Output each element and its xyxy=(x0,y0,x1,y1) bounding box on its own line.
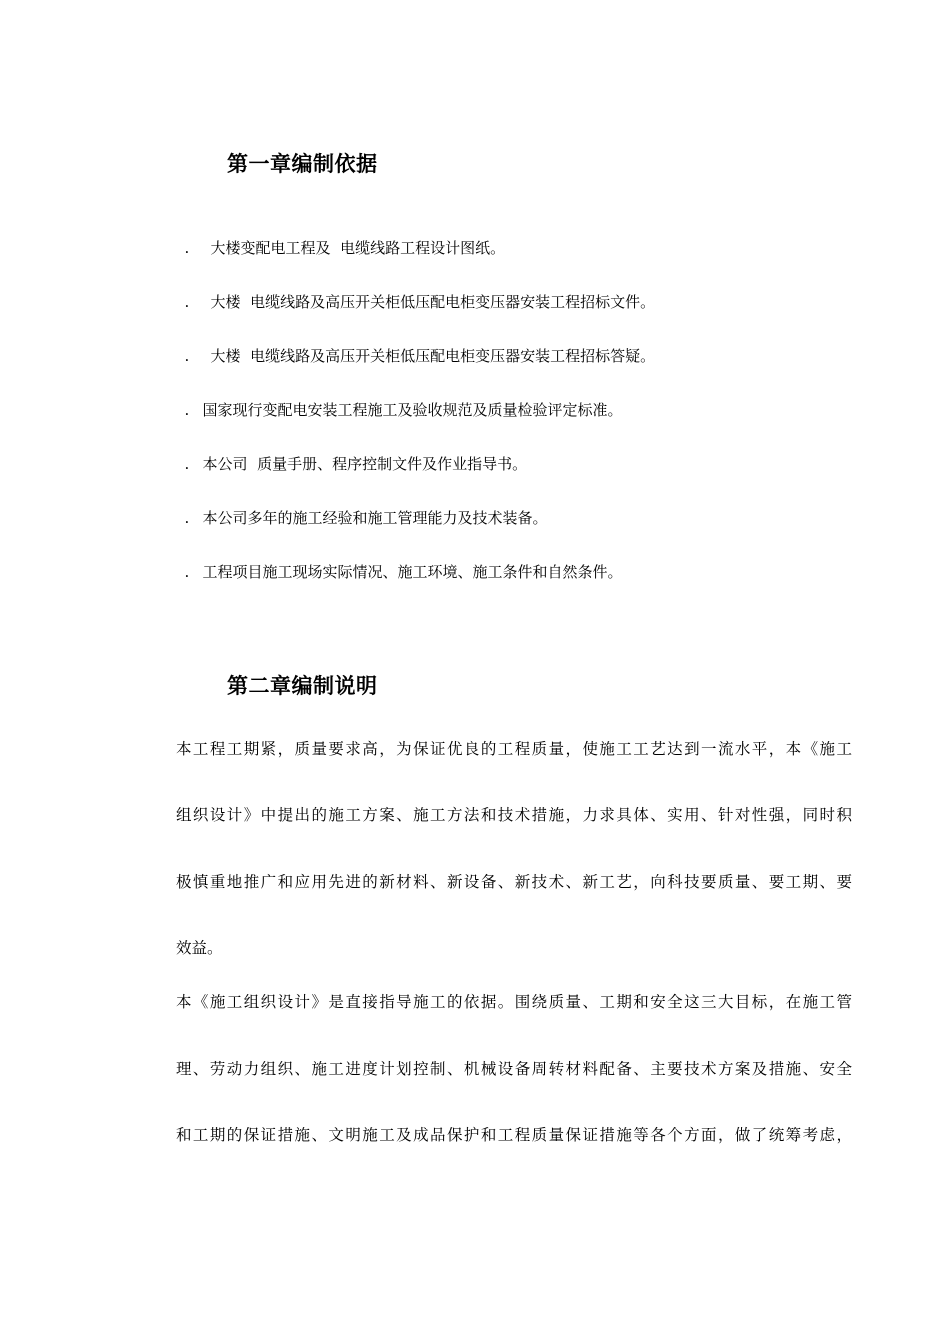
item-text: 工程项目施工现场实际情况、施工环境、施工条件和自然条件。 xyxy=(202,563,623,581)
basis-item-2 xyxy=(175,272,655,312)
item-text: 大楼 电缆线路及高压开关柜低压配电柜变压器安装工程招标答疑。 xyxy=(210,347,656,365)
basis-item-4 xyxy=(175,380,623,420)
item-bullet: . xyxy=(184,347,190,365)
basis-item-6 xyxy=(175,488,548,528)
chapter-1-title: 第一章编制依据 xyxy=(227,152,378,176)
paragraph-1-line: 本工程工期紧，质量要求高，为保证优良的工程质量，使施工工艺达到一流水平，本《施工 xyxy=(176,740,852,758)
paragraph-1-line: 效益。 xyxy=(176,939,223,957)
paragraph-2-line: 本《施工组织设计》是直接指导施工的依据。围绕质量、工期和安全这三大目标，在施工管 xyxy=(176,993,852,1011)
chapter-2-title: 第二章编制说明 xyxy=(227,674,378,698)
basis-item-3 xyxy=(175,326,655,366)
paragraph-1-line: 极慎重地推广和应用先进的新材料、新设备、新技术、新工艺，向科技要质量、要工期、要 xyxy=(176,873,852,891)
item-bullet: . xyxy=(184,239,190,257)
item-bullet: . xyxy=(184,509,190,527)
item-bullet: . xyxy=(184,455,190,473)
paragraph-2-line: 和工期的保证措施、文明施工及成品保护和工程质量保证措施等各个方面，做了统筹考虑， xyxy=(176,1126,852,1144)
paragraph-1-line: 组织设计》中提出的施工方案、施工方法和技术措施，力求具体、实用、针对性强，同时积 xyxy=(176,806,852,824)
paragraph-2-line: 理、劳动力组织、施工进度计划控制、机械设备周转材料配备、主要技术方案及措施、安全 xyxy=(176,1060,852,1078)
item-text: 国家现行变配电安装工程施工及验收规范及质量检验评定标准。 xyxy=(202,401,623,419)
item-bullet: . xyxy=(184,401,190,419)
item-bullet: . xyxy=(184,563,190,581)
basis-item-1 xyxy=(175,218,505,258)
item-bullet: . xyxy=(184,293,190,311)
basis-item-7 xyxy=(175,542,623,582)
item-text: 大楼变配电工程及 电缆线路工程设计图纸。 xyxy=(210,239,506,257)
basis-item-5 xyxy=(175,434,527,474)
item-text: 本公司 质量手册、程序控制文件及作业指导书。 xyxy=(202,455,528,473)
item-text: 本公司多年的施工经验和施工管理能力及技术装备。 xyxy=(202,509,548,527)
item-text: 大楼 电缆线路及高压开关柜低压配电柜变压器安装工程招标文件。 xyxy=(210,293,656,311)
